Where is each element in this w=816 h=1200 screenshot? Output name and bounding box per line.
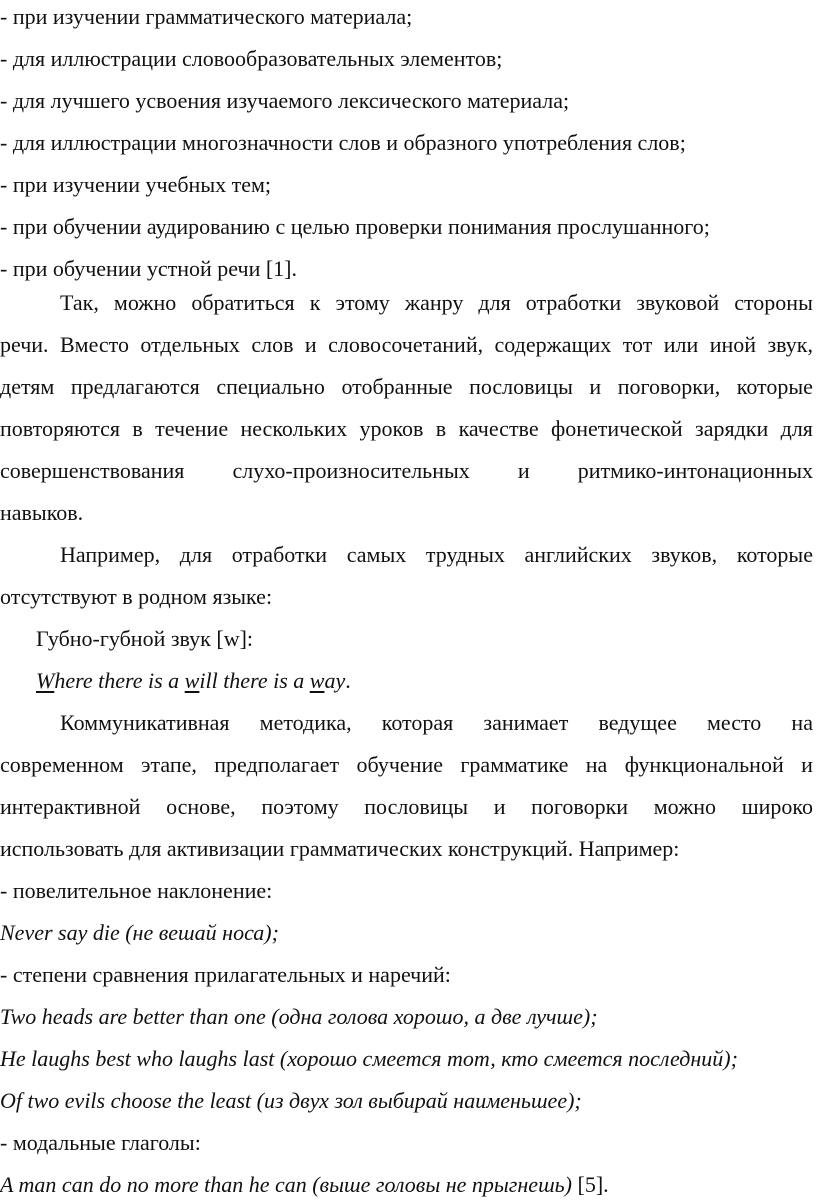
word: и — [589, 374, 602, 399]
word: звуковой — [636, 290, 720, 315]
word: поговорки, — [617, 374, 721, 399]
list-item: - повелительное наклонение: — [0, 878, 273, 903]
word: уроков — [359, 416, 424, 441]
word: отработки — [231, 542, 328, 567]
word: на — [791, 710, 813, 735]
list-item: - при изучении грамматического материала; — [0, 4, 413, 29]
underlined-letter: w — [184, 668, 200, 693]
example-proverb — [0, 1170, 813, 1200]
word: можно — [113, 290, 177, 315]
word: качестве — [458, 416, 539, 441]
word: пословицы — [364, 794, 469, 819]
paragraph-line — [0, 372, 813, 402]
word: ведущее — [598, 710, 677, 735]
list-item: - степени сравнения прилагательных и наречий: — [0, 962, 451, 987]
word: широко — [741, 794, 813, 819]
word: интерактивной — [0, 794, 141, 819]
word: иной — [709, 332, 757, 357]
word: грамматике — [460, 752, 569, 777]
proverb-text: . — [345, 668, 351, 693]
list-item: - для иллюстрации многозначности слов и образного употребления слов; — [0, 130, 686, 155]
word: обучение — [356, 752, 444, 777]
word: или — [663, 332, 699, 357]
word: предполагает — [214, 752, 340, 777]
word: и — [304, 332, 317, 357]
word: отработки — [525, 290, 622, 315]
word: методика, — [259, 710, 352, 735]
underlined-letter: w — [309, 668, 325, 693]
word: для — [478, 290, 511, 315]
word: для — [179, 542, 213, 567]
word: поговорки — [531, 794, 629, 819]
word: звуков, — [651, 542, 718, 567]
list-item: - модальные глаголы: — [0, 1130, 201, 1155]
word: и — [493, 794, 506, 819]
word: пословицы — [469, 374, 573, 399]
word: предлагаются — [70, 374, 200, 399]
word: которые — [736, 542, 813, 567]
word: и — [801, 752, 813, 777]
example-proverb: Of two evils choose the least (из двух зол выбирай наименьшее); — [0, 1088, 582, 1113]
example-proverb — [36, 666, 813, 696]
word: место — [706, 710, 762, 735]
proverb-text: A man can do no more than he can (выше головы не прыгнешь) — [0, 1172, 573, 1197]
word: словосочетаний, — [328, 332, 484, 357]
word: трудных — [425, 542, 505, 567]
example-proverb: He laughs best who laughs last (хорошо смеется тот, кто смеется последний); — [0, 1046, 738, 1071]
paragraph-line — [0, 414, 813, 444]
word: содержащих — [494, 332, 612, 357]
proverb-text: ill there is a — [199, 668, 310, 693]
word: этому — [335, 290, 390, 315]
reference: [5]. — [572, 1172, 609, 1197]
word: и — [517, 458, 530, 483]
word: звук, — [767, 332, 813, 357]
word: фонетической — [550, 416, 683, 441]
proverb-text: ay — [324, 668, 346, 693]
word: слухо-произносительных — [232, 458, 470, 483]
word: отдельных — [140, 332, 240, 357]
word: тот — [622, 332, 653, 357]
paragraph-line — [60, 708, 813, 738]
word: этапе, — [141, 752, 197, 777]
word: слов — [251, 332, 294, 357]
word: ритмико-интонационных — [577, 458, 813, 483]
word: Так, — [60, 290, 99, 315]
list-item: - для иллюстрации словообразовательных элементов; — [0, 46, 503, 71]
paragraph-line — [0, 456, 813, 486]
word: детям — [0, 374, 55, 399]
word: которые — [736, 374, 813, 399]
word: которая — [381, 710, 454, 735]
word: жанру — [404, 290, 464, 315]
underlined-letter: W — [36, 668, 55, 693]
paragraph-line: отсутствуют в родном языке: — [0, 584, 273, 609]
word: Коммуникативная — [60, 710, 230, 735]
word: стороны — [734, 290, 813, 315]
example-proverb: Never say die (не вешай носа); — [0, 920, 279, 945]
word: современном — [0, 752, 124, 777]
word: в — [132, 416, 143, 441]
proverb-text: here there is a — [54, 668, 185, 693]
word: к — [309, 290, 321, 315]
word: английских — [524, 542, 632, 567]
list-item: - при обучении устной речи [1]. — [0, 256, 298, 281]
word: зарядки — [695, 416, 769, 441]
paragraph-line — [60, 540, 813, 570]
word: основе, — [166, 794, 236, 819]
word: нескольких — [240, 416, 348, 441]
word: обратиться — [191, 290, 295, 315]
paragraph-line — [0, 792, 813, 822]
paragraph-line: навыков. — [0, 500, 84, 525]
word: Например, — [60, 542, 161, 567]
example-proverb: Two heads are better than one (одна голова хорошо, а две лучше); — [0, 1004, 598, 1029]
paragraph-line — [60, 288, 813, 318]
word: течение — [155, 416, 229, 441]
word: отобранные — [341, 374, 453, 399]
word: в — [435, 416, 447, 441]
list-item: - при изучении учебных тем; — [0, 172, 272, 197]
paragraph-line: использовать для активизации грамматических конструкций. Например: — [0, 836, 680, 861]
word: поэтому — [261, 794, 339, 819]
word: можно — [653, 794, 717, 819]
paragraph-line — [0, 750, 813, 780]
word: речи. — [0, 332, 49, 357]
word: функциональной — [624, 752, 784, 777]
word: совершенствования — [0, 458, 185, 483]
example-label: Губно-губной звук [w]: — [36, 626, 254, 651]
word: специально — [216, 374, 325, 399]
word: на — [585, 752, 608, 777]
paragraph-line — [0, 330, 813, 360]
list-item: - при обучении аудированию с целью проверки понимания прослушанного; — [0, 214, 710, 239]
word: Вместо — [59, 332, 129, 357]
word: для — [780, 416, 813, 441]
list-item: - для лучшего усвоения изучаемого лексического материала; — [0, 88, 570, 113]
word: занимает — [483, 710, 569, 735]
word: самых — [346, 542, 407, 567]
word: повторяются — [0, 416, 120, 441]
